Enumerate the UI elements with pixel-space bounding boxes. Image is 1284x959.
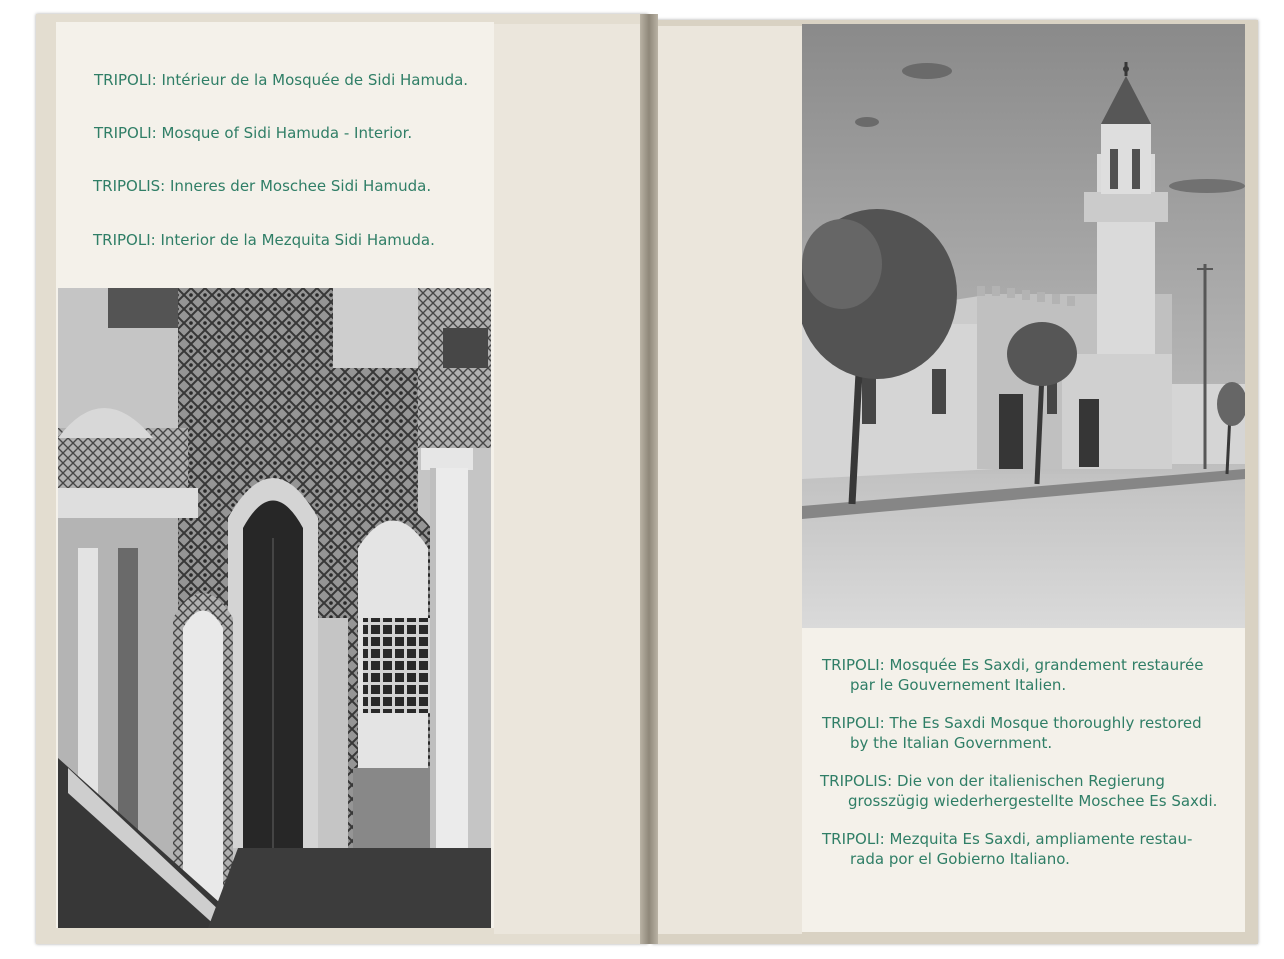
left-caption-english: TRIPOLI: Mosque of Sidi Hamuda - Interior. <box>94 124 413 142</box>
right-caption-english <box>822 713 1222 753</box>
book-gutter <box>640 14 658 944</box>
right-caption-french-line2: par le Gouvernement Italien. <box>850 676 1067 694</box>
right-caption-spanish <box>822 829 1222 869</box>
left-caption-spanish: TRIPOLI: Interior de la Mezquita Sidi Hamuda. <box>93 231 435 249</box>
left-caption-german: TRIPOLIS: Inneres der Moschee Sidi Hamuda. <box>93 177 432 195</box>
right-caption-english-line1: TRIPOLI: The Es Saxdi Mosque thoroughly restored <box>822 714 1202 732</box>
right-underlying-page <box>655 26 802 934</box>
right-caption-german-line2: grosszügig wiederhergestellte Moschee Es Saxdi. <box>848 792 1218 810</box>
right-caption-french-line1: TRIPOLI: Mosquée Es Saxdi, grandement restaurée <box>822 656 1204 674</box>
left-caption-french: TRIPOLI: Intérieur de la Mosquée de Sidi Hamuda. <box>94 71 469 89</box>
right-caption-spanish-line2: rada por el Gobierno Italiano. <box>850 850 1070 868</box>
right-caption-german-line1: TRIPOLIS: Die von der italienischen Regierung <box>820 772 1165 790</box>
right-caption-german <box>820 771 1220 811</box>
mosque-exterior-photo <box>802 24 1245 628</box>
right-caption-french <box>822 655 1222 695</box>
left-underlying-page <box>494 24 640 934</box>
right-caption-spanish-line1: TRIPOLI: Mezquita Es Saxdi, ampliamente restau- <box>822 830 1193 848</box>
mosque-interior-photo <box>58 288 491 928</box>
right-caption-english-line2: by the Italian Government. <box>850 734 1053 752</box>
